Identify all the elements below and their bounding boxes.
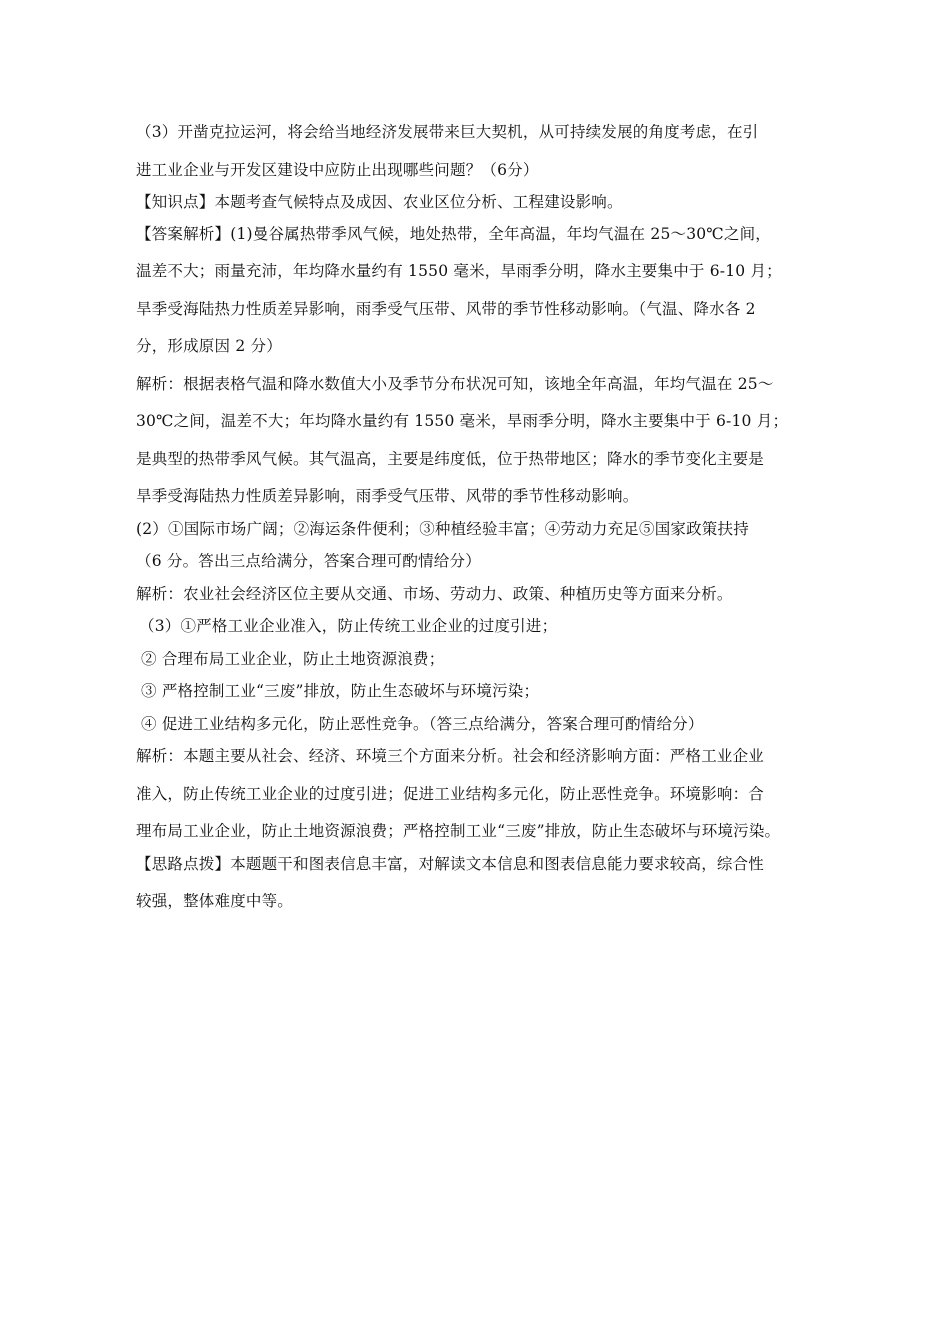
answer-2-line-1: (2）①国际市场广阔；②海运条件便利；③种植经验丰富；④劳动力充足⑤国家政策扶持 bbox=[136, 519, 749, 538]
answer-analysis-line-2: 温差不大；雨量充沛，年均降水量约有 1550 毫米，旱雨季分明，降水主要集中于 6-10 月； bbox=[136, 262, 782, 280]
answer-2-line-2: （6 分。答出三点给满分，答案合理可酌情给分） bbox=[136, 552, 481, 570]
analysis-1-line-1: 解析：根据表格气温和降水数值大小及季节分布状况可知，该地全年高温，年均气温在 25～ bbox=[136, 374, 774, 393]
answer-3-item-1: （3）①严格工业企业准入，防止传统工业企业的过度引进； bbox=[139, 617, 558, 635]
analysis-3-line-1: 解析：本题主要从社会、经济、环境三个方面来分析。社会和经济影响方面：严格工业企业 bbox=[136, 747, 765, 765]
knowledge-point-line: 【知识点】本题考查气候特点及成因、农业区位分析、工程建设影响。 bbox=[136, 193, 623, 211]
answer-analysis-line-1: 【答案解析】(1)曼谷属热带季风气候，地处热带，全年高温，年均气温在 25～30℃之间， bbox=[136, 224, 771, 243]
analysis-2-line: 解析：农业社会经济区位主要从交通、市场、劳动力、政策、种植历史等方面来分析。 bbox=[136, 584, 733, 603]
answer-3-item-2: ② 合理布局工业企业，防止土地资源浪费； bbox=[141, 649, 445, 668]
answer-3-item-3: ③ 严格控制工业“三废”排放，防止生态破坏与环境污染； bbox=[141, 682, 540, 700]
question-3-line-1: （3）开凿克拉运河，将会给当地经济发展带来巨大契机，从可持续发展的角度考虑，在引 bbox=[136, 123, 759, 141]
document-body bbox=[136, 122, 816, 911]
thinking-tips-line-2: 较强，整体难度中等。 bbox=[136, 892, 294, 910]
answer-3-item-4: ④ 促进工业结构多元化，防止恶性竞争。（答三点给满分，答案合理可酌情给分） bbox=[141, 714, 704, 733]
analysis-1-line-2: 30℃之间，温差不大；年均降水量约有 1550 毫米，旱雨季分明，降水主要集中于 6-10 月； bbox=[136, 412, 789, 430]
analysis-3-line-3: 理布局工业企业，防止土地资源浪费；严格控制工业“三废”排放，防止生态破坏与环境污染。 bbox=[136, 822, 781, 840]
answer-analysis-line-4: 分，形成原因 2 分） bbox=[136, 337, 282, 355]
answer-analysis-line-3: 旱季受海陆热力性质差异影响，雨季受气压带、风带的季节性移动影响。（气温、降水各 2 bbox=[136, 299, 756, 318]
question-3-line-2: 进工业企业与开发区建设中应防止出现哪些问题？（6分） bbox=[136, 160, 539, 179]
thinking-tips-line-1: 【思路点拨】本题题干和图表信息丰富，对解读文本信息和图表信息能力要求较高，综合性 bbox=[136, 854, 765, 873]
analysis-3-line-2: 准入，防止传统工业企业的过度引进；促进工业结构多元化，防止恶性竞争。环境影响：合 bbox=[136, 784, 765, 803]
analysis-1-line-3: 是典型的热带季风气候。其气温高，主要是纬度低，位于热带地区；降水的季节变化主要是 bbox=[136, 449, 765, 468]
analysis-1-line-4: 旱季受海陆热力性质差异影响，雨季受气压带、风带的季节性移动影响。 bbox=[136, 487, 639, 505]
